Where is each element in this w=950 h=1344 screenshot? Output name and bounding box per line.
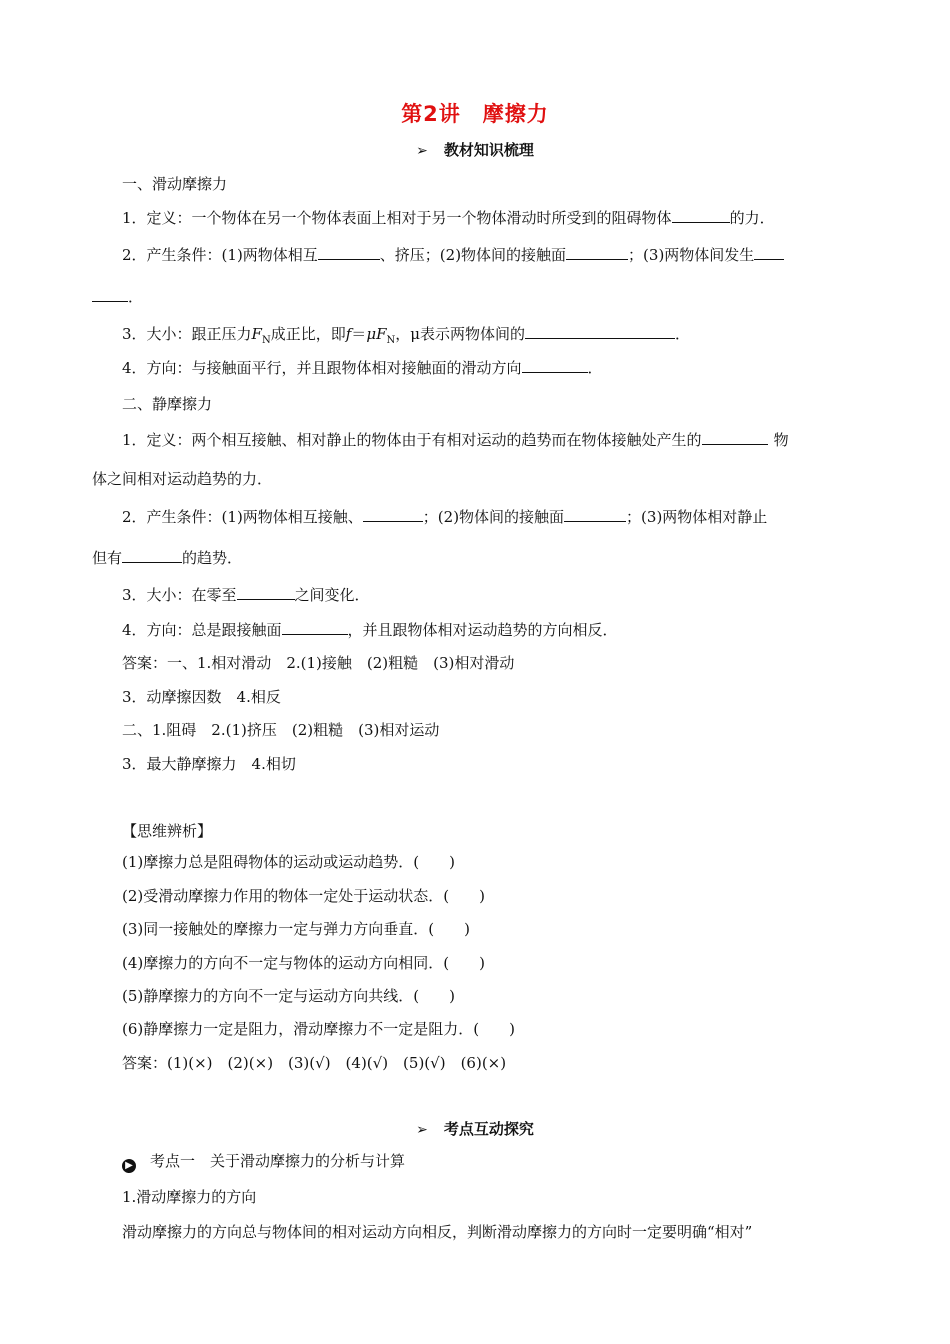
circle-arrow-bullet-icon: ▶ [122,1159,136,1173]
answer-blank [702,430,768,445]
sliding-conditions-cont: ． [92,287,143,307]
section-heading-textbook: ➢ 教材知识梳理 [416,141,534,159]
thinking-item: (5)静摩擦力的方向不一定与运动方向共线．( ) [122,987,455,1005]
static-definition-cont: 体之间相对运动趋势的力． [92,470,273,488]
thinking-heading: 【思维辨析】 [122,822,213,840]
arrow-bullet-icon: ➢ [416,143,428,159]
static-magnitude: 3．大小：在零至 之间变化． [122,586,370,604]
page-title: 第2讲 摩擦力 [401,102,549,126]
point-paragraph: 滑动摩擦力的方向总与物体间的相对运动方向相反，判断滑动摩擦力的方向时一定要明确“相对” [122,1223,753,1241]
thinking-item: (1)摩擦力总是阻碍物体的运动或运动趋势．( ) [122,853,455,871]
static-definition: 1．定义：两个相互接触、相对静止的物体由于有相对运动的趋势而在物体接触处产生的 物 [122,431,789,449]
static-conditions-cont: 但有 的趋势． [92,549,243,567]
answer-blank [237,585,295,600]
thinking-answer: 答案：(1)(×) (2)(×) (3)(√) (4)(√) (5)(√) (6)(×) [122,1054,507,1072]
sliding-definition: 1．定义：一个物体在另一个物体表面上相对于另一个物体滑动时所受到的阻碍物体 的力． [122,209,775,227]
thinking-item: (2)受滑动摩擦力作用的物体一定处于运动状态．( ) [122,887,485,905]
sliding-magnitude: 3．大小：跟正压力$F_N$成正比，即$f=\mu F_N$，μ表示两物体间的 ． [122,325,691,346]
answer-blank [122,548,182,563]
answer-blank [363,507,423,522]
point-subheading: 1.滑动摩擦力的方向 [122,1188,257,1206]
answer-blank [522,358,588,373]
answer-line: 3．最大静摩擦力 4.相切 [122,755,296,773]
answer-blank [672,208,730,223]
answer-line: 二、1.阻碍 2.(1)挤压 (2)粗糙 (3)相对运动 [122,721,440,739]
static-conditions: 2．产生条件：(1)两物体相互接触、 ；(2)物体间的接触面 ；(3)两物体相对静止 [122,508,768,526]
answer-blank [566,245,628,260]
arrow-bullet-icon: ➢ [416,1122,428,1138]
answer-line: 3．动摩擦因数 4.相反 [122,688,281,706]
answer-blank [282,620,348,635]
static-direction: 4．方向：总是跟接触面 ，并且跟物体相对运动趋势的方向相反． [122,621,618,639]
answer-blank [564,507,626,522]
answer-blank [318,245,380,260]
answer-line: 答案：一、1.相对滑动 2.(1)接触 (2)粗糙 (3)相对滑动 [122,654,515,672]
point-heading: ▶ 考点一 关于滑动摩擦力的分析与计算 [122,1151,405,1173]
thinking-item: (4)摩擦力的方向不一定与物体的运动方向相同．( ) [122,954,485,972]
thinking-item: (3)同一接触处的摩擦力一定与弹力方向垂直．( ) [122,920,470,938]
answer-blank [754,245,784,260]
static-heading: 二、静摩擦力 [122,395,213,413]
section-heading-exploration: ➢ 考点互动探究 [416,1120,534,1138]
sliding-heading: 一、滑动摩擦力 [122,175,228,193]
thinking-item: (6)静摩擦力一定是阻力，滑动摩擦力不一定是阻力．( ) [122,1020,515,1038]
sliding-conditions: 2．产生条件：(1)两物体相互 、挤压；(2)物体间的接触面 ；(3)两物体间发生 [122,245,784,265]
sliding-direction: 4．方向：与接触面平行，并且跟物体相对接触面的滑动方向 ． [122,359,603,377]
answer-blank [92,287,128,302]
answer-blank [525,324,675,339]
